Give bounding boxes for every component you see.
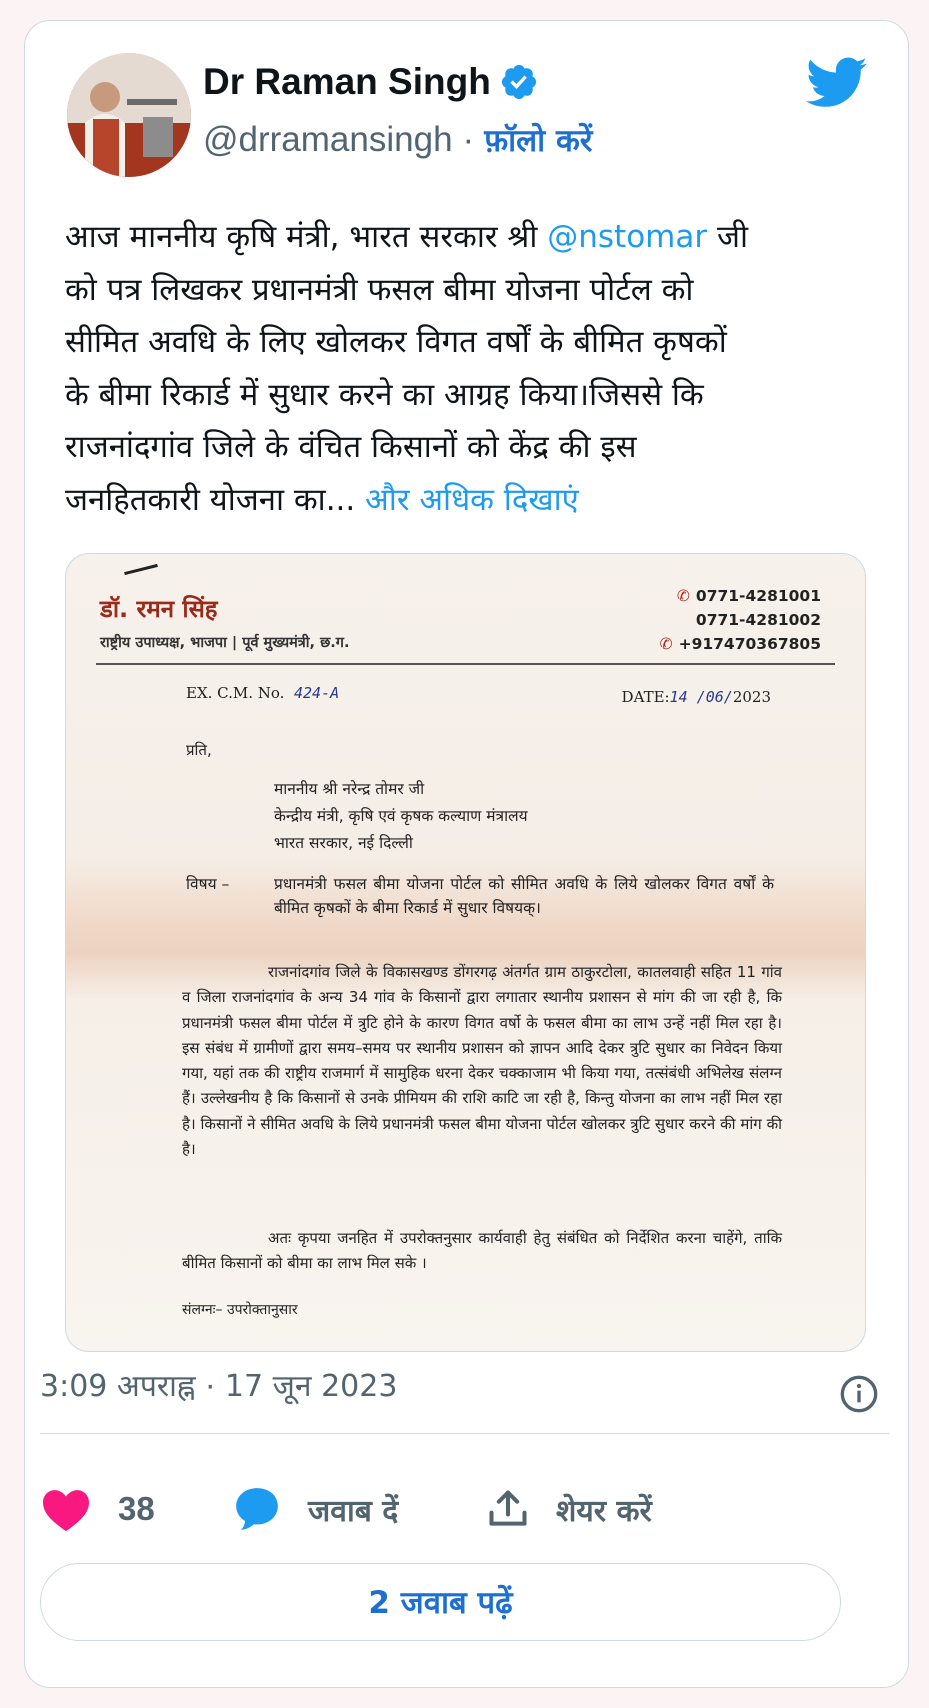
letter-date: DATE:14 /06/2023 — [621, 688, 771, 706]
letter-document — [66, 554, 865, 1351]
avatar[interactable] — [67, 53, 191, 177]
letter-body-paragraph: राजनांदगांव जिले के विकासखण्ड डोंगरगढ़ अंतर्गत ग्राम ठाकुरटोला, कातलवाही सहित 11 गांव व जिला राजनांदगांव के अन्य 34 गांव के किसानों द्वारा लगातार स्थानीय प्रशासन से मांग की जा रही है, कि प्रधानमंत्री फसल बीमा पोर्टल में त्रुटि होने के कारण विगत वर्षो के फसल बीमा का लाभ उन्हें नहीं मिल रहा है। इस संबंध में ग्रामीणों द्वारा समय–समय पर स्थानीय प्रशासन को ज्ञापन आदि देकर त्रुटि सुधार का निवेदन किया गया, यहां तक की राष्ट्रीय राजमार्ग में सामुहिक धरना देकर चक्काजाम भी किया गया, तत्संबंधी अभिलेख संलग्न हैं। उल्लेखनीय है कि किसानों से उनके प्रीमियम की राशि काटि जा रही है, किन्तु योजना का लाभ नहीं मिल रहा है। किसानों ने सीमित अवधि के लिये प्रधानमंत्री फसल बीमा योजना पोर्टल खोलकर त्रुटि सुधार करने की मांग की है। — [182, 963, 782, 1159]
subject-text: प्रधानमंत्री फसल बीमा योजना पोर्टल को सीमित अवधि के लिये खोलकर विगत वर्षों के बीमित कृषकों के बीमा रिकार्ड में सुधार विषयक्। — [274, 875, 774, 917]
letterhead-contact — [660, 584, 821, 656]
follow-button[interactable]: फ़ॉलो करें — [484, 123, 593, 159]
reply-bubble-icon — [232, 1484, 282, 1534]
read-replies-button[interactable]: 2 जवाब पढ़ें — [40, 1563, 841, 1641]
tweet-line: को पत्र लिखकर प्रधानमंत्री फसल बीमा योजना पोर्टल को — [65, 271, 694, 308]
separator: · — [462, 120, 475, 159]
tweet-card — [24, 20, 909, 1688]
address-line: माननीय श्री नरेन्द्र तोमर जी — [274, 780, 425, 798]
tweet-time: 3:09 अपराह्न — [40, 1369, 196, 1404]
divider — [40, 1433, 889, 1434]
share-icon — [486, 1486, 530, 1532]
letterhead-divider — [96, 663, 835, 665]
tweet-line: सीमित अवधि के लिए खोलकर विगत वर्षों के बीमित कृषकों — [65, 324, 727, 360]
mention-link[interactable]: @nstomar — [547, 219, 708, 255]
tweet-actions — [40, 1478, 840, 1540]
tweet-line: के बीमा रिकार्ड में सुधार करने का आग्रह किया।जिससे कि — [65, 376, 704, 413]
share-label: शेयर करें — [556, 1493, 652, 1529]
letterhead-mark — [124, 564, 158, 575]
author-name[interactable]: Dr Raman Singh — [203, 61, 491, 102]
phone-number: 0771-4281002 — [695, 611, 821, 629]
author-handle[interactable]: @drramansingh — [203, 120, 453, 159]
like-button[interactable] — [40, 1478, 155, 1540]
tweet-image[interactable] — [65, 553, 866, 1352]
tweet-timestamp[interactable] — [40, 1364, 397, 1405]
letterhead-subtitle: राष्ट्रीय उपाध्यक्ष, भाजपा | पूर्व मुख्यमंत्री, छ.ग. — [100, 635, 350, 651]
address-line: भारत सरकार, नई दिल्ली — [274, 834, 413, 852]
tweet-line: राजनांदगांव जिले के वंचित किसानों को केंद्र की इस — [65, 429, 637, 465]
heart-icon — [40, 1486, 92, 1532]
reply-label: जवाब दें — [308, 1493, 399, 1529]
info-icon[interactable] — [839, 1374, 879, 1414]
address-line: केन्द्रीय मंत्री, कृषि एवं कृषक कल्याण मंत्रालय — [274, 807, 528, 825]
show-more-link[interactable]: और अधिक दिखाएं — [365, 481, 579, 518]
verified-badge-icon — [499, 62, 539, 102]
reference-number: EX. C.M. No. 424-A — [186, 684, 340, 702]
whatsapp-icon: ✆ — [659, 635, 673, 653]
tweet-text — [65, 211, 880, 526]
phone-number: 0771-4281001 — [695, 587, 821, 605]
letter-body-paragraph: अतः कृपया जनहित में उपरोक्तनुसार कार्यवाही हेतु संबंधित को निर्देशित करना चाहेंगे, ताकि बीमित किसानों को बीमा का लाभ मिल सके । — [182, 1229, 782, 1273]
salutation: प्रति, — [186, 741, 212, 759]
tweet-text-segment: आज माननीय कृषि मंत्री, भारत सरकार श्री — [65, 219, 548, 255]
share-button[interactable] — [486, 1478, 652, 1540]
subject-label: विषय – — [186, 875, 230, 893]
twitter-bird-icon[interactable] — [806, 57, 868, 109]
reply-button[interactable] — [232, 1478, 398, 1540]
tweet-text-segment: जनहितकारी योजना का... — [65, 481, 366, 518]
tweet-text-segment: जी — [707, 219, 748, 255]
enclosure-note: संलग्नः– उपरोक्तानुसार — [182, 1302, 298, 1318]
tweet-date: 17 जून 2023 — [224, 1369, 398, 1404]
separator: · — [204, 1366, 216, 1403]
like-count: 38 — [118, 1490, 155, 1527]
letterhead-name: डॉ. रमन सिंह — [100, 595, 218, 623]
addressee — [274, 776, 528, 857]
avatar-photo — [67, 53, 191, 177]
phone-number: +917470367805 — [678, 635, 821, 653]
phone-icon: ✆ — [676, 587, 690, 605]
